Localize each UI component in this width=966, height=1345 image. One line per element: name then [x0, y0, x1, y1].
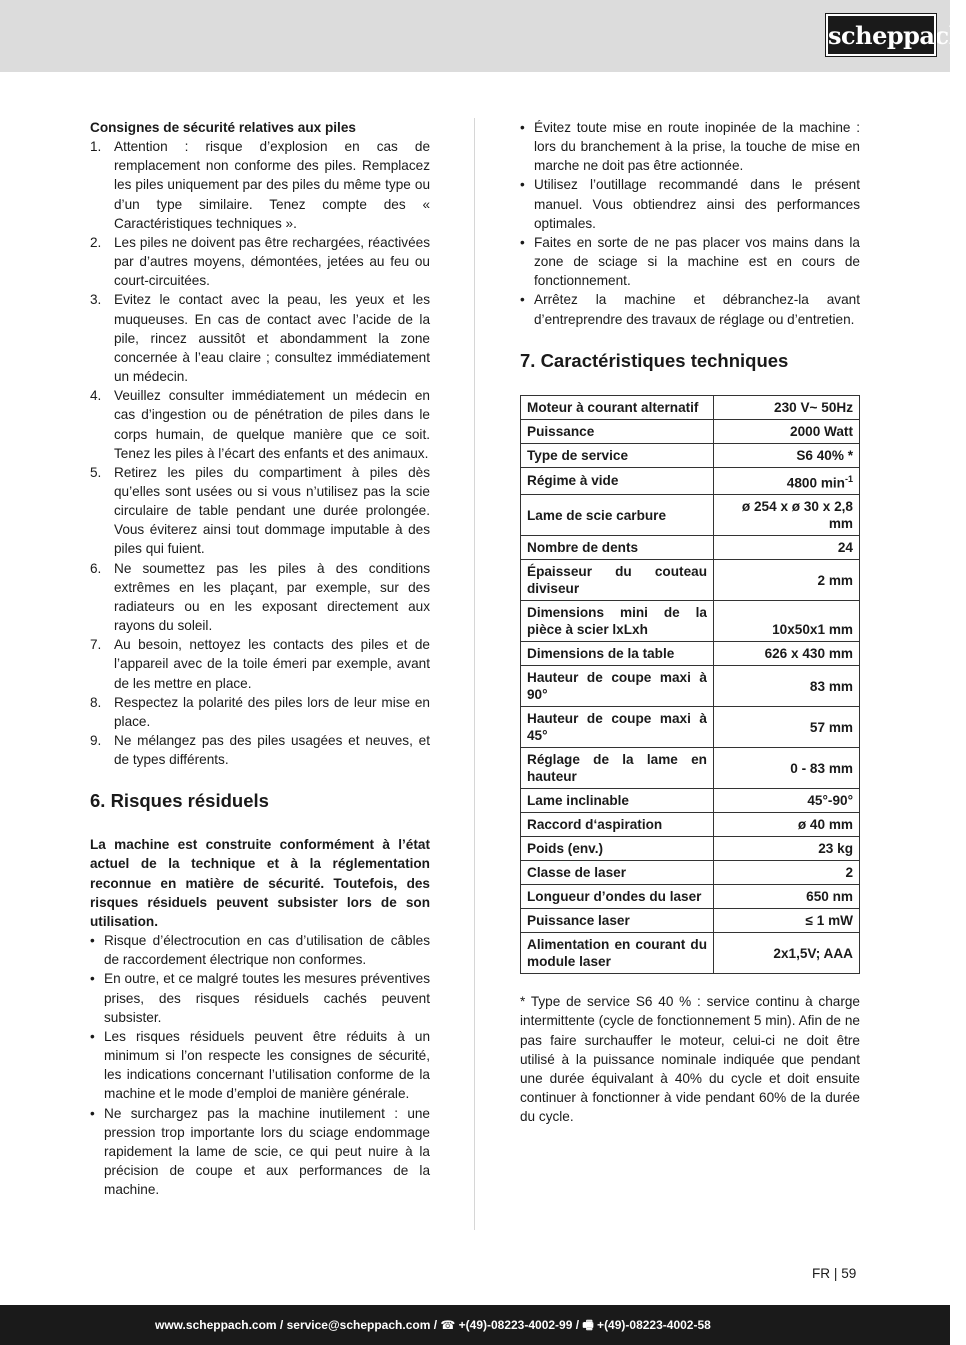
bullet-item: • Faites en sorte de ne pas placer vos mains dans la zone de sciage si la machine est en cours de fonctionnement. — [520, 233, 860, 290]
spec-value-text: 0 - 83 mm — [790, 760, 853, 776]
bullet-item: • Évitez toute mise en route inopinée de la machine : lors du branchement à la prise, la touche de mise en marche ne doit pas être actionnée. — [520, 118, 860, 175]
item-number: 7. — [90, 637, 102, 653]
item-number: 8. — [90, 694, 102, 710]
spec-label: Lame de scie carbure — [521, 495, 714, 536]
item-number: 9. — [90, 733, 102, 748]
battery-safety-item — [90, 635, 430, 692]
spec-value-text: 4800 min — [786, 475, 845, 491]
spec-value-text: 23 kg — [818, 841, 853, 857]
spec-value — [714, 861, 860, 885]
contact-line: www.scheppach.com / service@scheppach.com / ☎ +(49)-08223-4002-99 / 🖷 +(49)-08223-4002-58 — [155, 1318, 711, 1332]
spec-value — [714, 666, 860, 707]
spec-value-text: 2 — [845, 865, 853, 881]
spec-value — [714, 813, 860, 837]
spec-value — [714, 419, 860, 443]
spec-value-text: 2000 Watt — [790, 423, 853, 439]
spec-value-text: 10x50x1 mm — [772, 622, 853, 638]
safety-bullets-list — [520, 118, 860, 329]
spec-label: Dimensions mini de la pièce à scier lxLxh — [521, 601, 714, 642]
duty-cycle-footnote: * Type de service S6 40 % : service continu à charge intermittente (cycle de fonctionnement 5 min). Afin de ne pas faire surchauffer le moteur, celui-ci ne doit être utilisé à la puissance nominale indiquée que pendant une durée équivalant à 40% du cycle et doit ensuite continuer à fonctionner à vide pendant 60% de la durée du cycle. — [520, 994, 860, 1125]
item-number: 2. — [90, 234, 102, 250]
bullet-item: • Risque d’électrocution en cas d’utilisation de câbles de raccordement électrique non conformes. — [90, 931, 430, 969]
item-number: 3. — [90, 292, 102, 308]
battery-safety-item — [90, 233, 430, 290]
spec-value — [714, 395, 860, 419]
battery-safety-item — [90, 731, 430, 769]
spec-row — [521, 707, 860, 748]
spec-value — [714, 748, 860, 789]
battery-safety-item — [90, 386, 430, 463]
spec-value-text: ø 254 x ø 30 x 2,8 mm — [741, 499, 853, 532]
spec-row — [521, 601, 860, 642]
column-divider — [474, 118, 475, 1230]
spec-row — [521, 395, 860, 419]
spec-row — [521, 885, 860, 909]
spec-value-text: 2x1,5V; AAA — [773, 945, 853, 961]
spec-row — [521, 495, 860, 536]
spec-row — [521, 536, 860, 560]
spec-label: Longueur d’ondes du laser — [521, 885, 714, 909]
spec-row — [521, 789, 860, 813]
spec-value-text: 650 nm — [806, 889, 853, 905]
spec-value — [714, 536, 860, 560]
spec-value-text: ≤ 1 mW — [805, 913, 853, 929]
spec-row — [521, 748, 860, 789]
item-number: 6. — [90, 560, 102, 576]
item-text: Ne mélangez pas des piles usagées et neuves, et de types différents. — [114, 733, 430, 768]
page-number: FR | 59 — [812, 1266, 857, 1281]
section-7-title: 7. Caractéristiques techniques — [520, 349, 789, 371]
spec-value-text: 45°-90° — [807, 793, 853, 809]
spec-value — [714, 933, 860, 974]
spec-row — [521, 642, 860, 666]
right-column — [520, 118, 860, 1126]
item-number: 5. — [90, 464, 102, 480]
spec-label: Poids (env.) — [521, 837, 714, 861]
spec-row — [521, 909, 860, 933]
spec-label: Raccord d‘aspiration — [521, 813, 714, 837]
spec-row — [521, 560, 860, 601]
battery-safety-item — [90, 137, 430, 233]
item-text: Au besoin, nettoyez les contacts des piles et de l’appareil avec de la toile émeri par exemple, avant de les mettre en place. — [114, 637, 430, 691]
item-text: Les piles ne doivent pas être rechargées, réactivées par d’autres moyens, démontées, jetées au feu ou court-circuitées. — [114, 234, 430, 289]
spec-value — [714, 495, 860, 536]
spec-value-text: 2 mm — [817, 572, 853, 588]
item-text: Respectez la polarité des piles lors de leur mise en place. — [114, 694, 430, 729]
spec-label: Lame inclinable — [521, 789, 714, 813]
section-6-intro: La machine est construite conformément à l’état actuel de la technique et à la réglementation reconnue en matière de sécurité. Toutefois, des risques résiduels peuvent subsister lors de son utilisation. — [90, 837, 430, 929]
spec-label: Classe de laser — [521, 861, 714, 885]
bullet-item: • Arrêtez la machine et débranchez-la avant d’entreprendre des travaux de réglage ou d’entretien. — [520, 290, 860, 328]
battery-safety-heading: Consignes de sécurité relatives aux piles — [90, 120, 356, 135]
spec-row — [521, 467, 860, 495]
spec-label: Type de service — [521, 443, 714, 467]
spec-value — [714, 707, 860, 748]
item-text: Attention : risque d’explosion en cas de remplacement non conforme des piles. Remplacez les piles uniquement par des piles du même type ou d’un type similaire. Tenez compte des « Caractéristiques techniques ». — [114, 139, 430, 231]
battery-safety-item — [90, 559, 430, 636]
spec-value — [714, 601, 860, 642]
spec-label: Puissance — [521, 419, 714, 443]
spec-row — [521, 443, 860, 467]
battery-safety-item — [90, 693, 430, 731]
item-number: 4. — [90, 388, 102, 404]
spec-value — [714, 837, 860, 861]
spec-label: Puissance laser — [521, 909, 714, 933]
spec-label: Hauteur de coupe maxi à 45° — [521, 707, 714, 748]
spec-value — [714, 560, 860, 601]
battery-safety-list — [90, 137, 430, 769]
specs-table — [520, 395, 860, 975]
spec-value — [714, 467, 860, 495]
item-text: Ne soumettez pas les piles à des conditions extrêmes en les plaçant, par exemple, sur des radiateurs ou en les exposant directement aux rayons du soleil. — [114, 560, 430, 634]
spec-value — [714, 789, 860, 813]
spec-value — [714, 885, 860, 909]
spec-row — [521, 813, 860, 837]
spec-row — [521, 419, 860, 443]
bullet-item: • Ne surchargez pas la machine inutilement : une pression trop importante lors du sciage endommage rapidement la lame de scie, ce qui peut nuire à la précision de coupe et aux performances de la machine. — [90, 1104, 430, 1200]
residual-risks-list — [90, 931, 430, 1199]
spec-value-text: ø 40 mm — [797, 817, 853, 833]
spec-row — [521, 666, 860, 707]
section-6-title: 6. Risques résiduels — [90, 790, 269, 812]
left-column — [90, 118, 430, 1199]
spec-label: Épaisseur du couteau diviseur — [521, 560, 714, 601]
item-text: Retirez les piles du compartiment à piles dès qu’elles sont usées ou si vous n’utilisez pas la scie circulaire de table pendant une durée prolongée. Vous éviterez ainsi tout dommage imputable à des piles qui fuient. — [114, 464, 430, 557]
item-text: Evitez le contact avec la peau, les yeux et les muqueuses. En cas de contact avec l’acide de la pile, rincez aussitôt et abondamment la zone concernée à l’eau claire ; consultez immédiatement un médecin. — [114, 292, 430, 385]
spec-value-exponent: -1 — [844, 473, 853, 484]
spec-value — [714, 443, 860, 467]
footer-bar — [0, 1305, 950, 1345]
spec-value-text: 24 — [837, 540, 853, 556]
item-text: Veuillez consulter immédiatement un médecin en cas d’ingestion ou de pénétration de piles dans le corps humain, de quelque manière que ce soit. Tenez les piles à l’écart des enfants et des animaux. — [114, 388, 430, 461]
bullet-item: • En outre, et ce malgré toutes les mesures préventives prises, des risques résiduels cachés peuvent subsister. — [90, 969, 430, 1026]
header-bar — [0, 0, 966, 72]
battery-safety-item — [90, 463, 430, 559]
spec-value-text: 57 mm — [809, 719, 853, 735]
spec-label: Régime à vide — [521, 467, 714, 495]
battery-safety-item — [90, 290, 430, 386]
spec-value-text: S6 40% * — [796, 447, 853, 463]
spec-label: Hauteur de coupe maxi à 90° — [521, 666, 714, 707]
spec-row — [521, 933, 860, 974]
spec-value-text: 230 V~ 50Hz — [774, 399, 853, 415]
spec-label: Alimentation en courant du module laser — [521, 933, 714, 974]
spec-value-text: 626 x 430 mm — [764, 646, 853, 662]
spec-label: Dimensions de la table — [521, 642, 714, 666]
bullet-item: • Utilisez l’outillage recommandé dans le présent manuel. Vous obtiendrez ainsi des performances optimales. — [520, 175, 860, 232]
spec-label: Réglage de la lame en hauteur — [521, 748, 714, 789]
spec-label: Moteur à courant alternatif — [521, 395, 714, 419]
spec-value — [714, 909, 860, 933]
spec-value — [714, 642, 860, 666]
spec-row — [521, 837, 860, 861]
bullet-item: • Les risques résiduels peuvent être réduits à un minimum si l’on respecte les consignes de sécurité, les indications concernant l’utilisation conforme de la machine et le mode d’emploi de manière générale. — [90, 1027, 430, 1104]
scheppach-logo: scheppach — [826, 14, 936, 56]
spec-label: Nombre de dents — [521, 536, 714, 560]
item-number: 1. — [90, 139, 102, 155]
spec-row — [521, 861, 860, 885]
spec-value-text: 83 mm — [809, 678, 853, 694]
